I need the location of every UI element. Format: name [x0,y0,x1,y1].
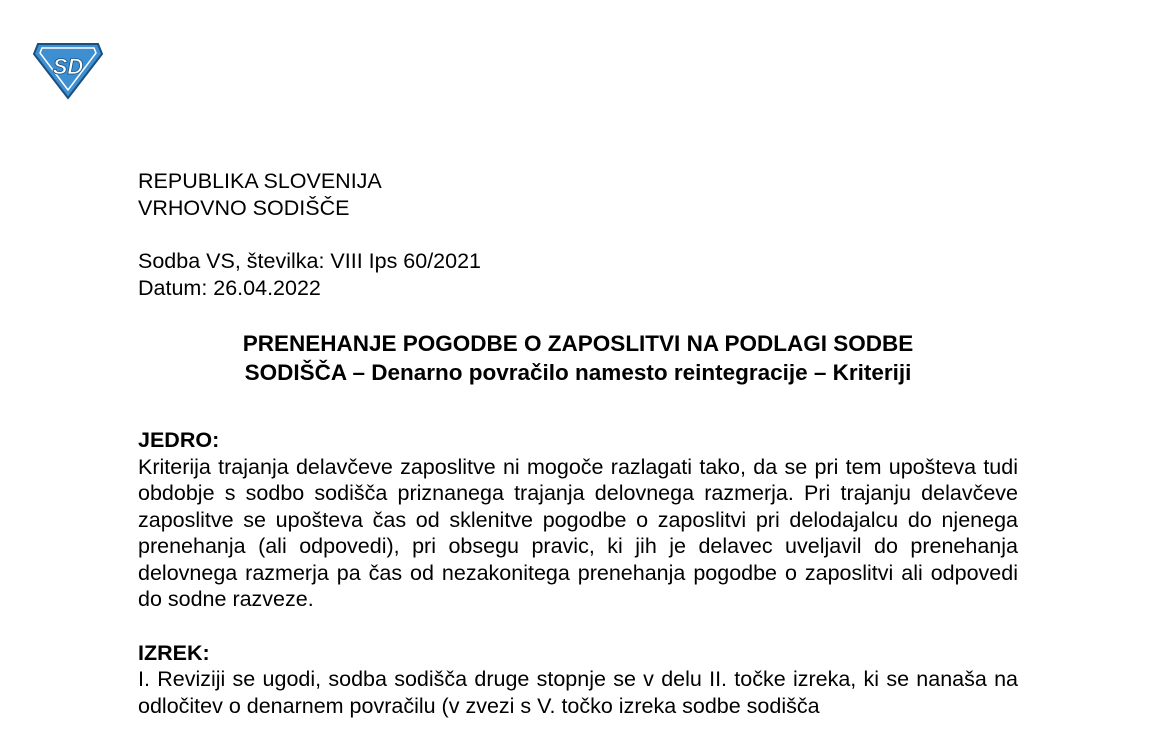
case-info [138,248,1018,301]
case-date: Datum: 26.04.2022 [138,275,321,300]
izrek-section [138,640,1018,720]
jedro-text: Kriterija trajanja delavčeve zaposlitve ni mogoče razlagati tako, da se pri tem upošteva tudi obdobje s sodbo sodišča priznanega trajanja delovnega razmerja. Pri trajanju delavčeve zaposlitve se upošteva čas od sklenitve pogodbe o zaposlitvi pri delodajalcu do njenega prenehanja (ali odpovedi), pri obsegu pravic, ki jih je delavec uveljavil do prenehanja delovnega razmerja pa čas od nezakonitega prenehanja pogodbe o zaposlitvi ali odpovedi do sodne razveze. [138,454,1018,611]
izrek-heading: IZREK: [138,640,210,665]
header-court: VRHOVNO SODIŠČE [138,195,350,220]
case-number: Sodba VS, številka: VIII Ips 60/2021 [138,249,482,273]
jedro-heading: JEDRO: [138,428,220,452]
title-line-1: PRENEHANJE POGODBE O ZAPOSLITVI NA PODLAGI SODBE [242,331,914,356]
jedro-section [138,427,1018,613]
court-header [138,168,1018,221]
document-title [138,329,1018,387]
header-republic: REPUBLIKA SLOVENIJA [138,169,382,193]
sd-shield-logo-icon [32,40,104,100]
logo-text: SD [52,54,84,79]
court-logo [32,40,104,100]
izrek-text: I. Reviziji se ugodi, sodba sodišča druge stopnje se v delu II. točke izreka, ki se nanaša na odločitev o denarnem povračilu (v zvezi s V. točko izreka sodbe sodišča [138,667,1018,718]
title-line-2: SODIŠČA – Denarno povračilo namesto reintegracije – Kriteriji [244,360,912,385]
document-body [138,168,1018,719]
